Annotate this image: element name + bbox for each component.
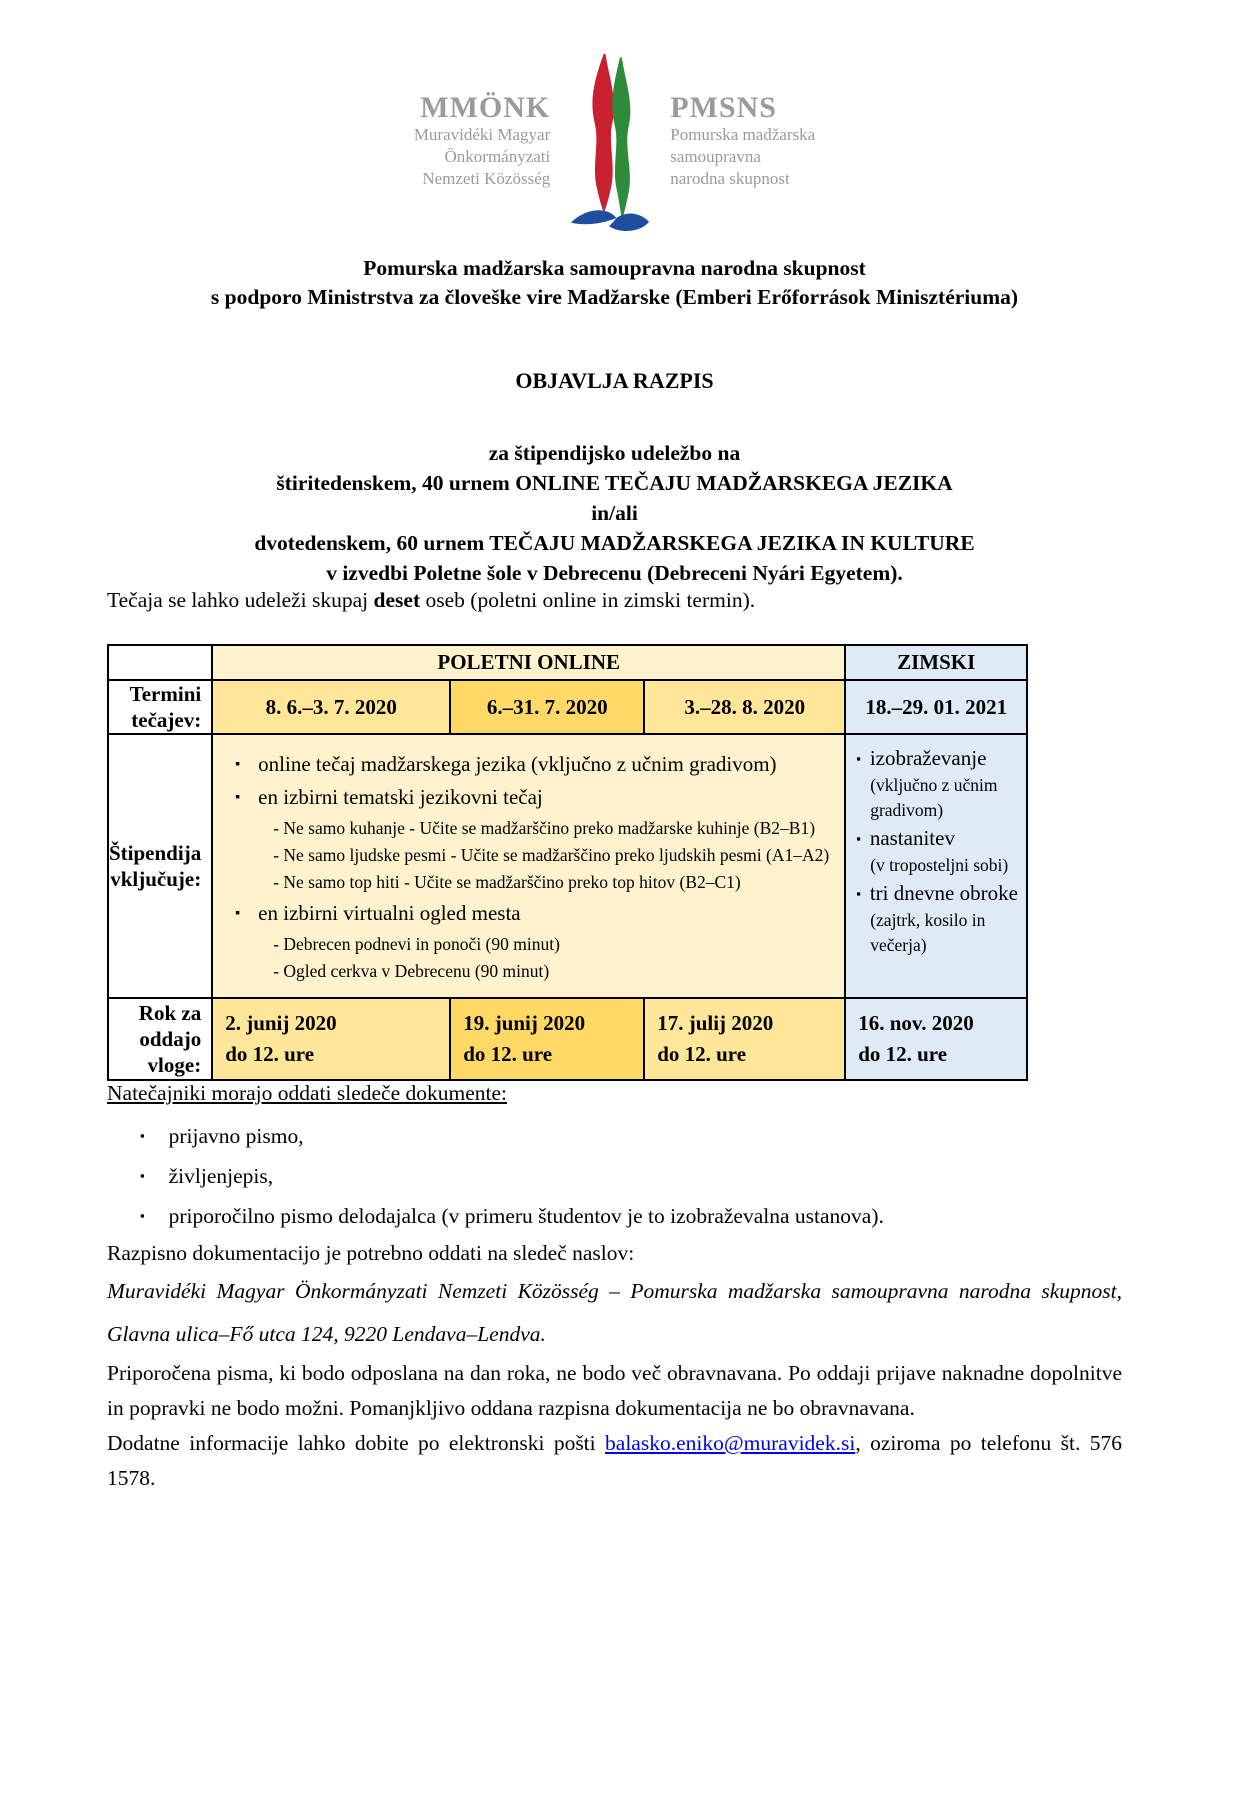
benefit-sub-item: - Ogled cerkva v Debrecenu (90 minut) xyxy=(273,961,550,981)
winter-header-cell: ZIMSKI xyxy=(845,645,1027,680)
table-row xyxy=(108,734,1027,998)
term-date-cell: 18.–29. 01. 2021 xyxy=(845,680,1027,734)
flame-wave-logo-icon xyxy=(564,52,656,238)
call-line: za štipendijsko udeležbo na xyxy=(488,441,741,465)
benefit-sub-list xyxy=(273,815,834,896)
list-item xyxy=(140,1196,1122,1236)
table-row xyxy=(108,645,1027,680)
deadline-cell xyxy=(845,998,1027,1080)
logo-left-line: Muravidéki Magyar xyxy=(413,125,551,144)
logo-right-acronym: PMSNS xyxy=(670,91,777,124)
deadline-time: do 12. ure xyxy=(225,1042,315,1066)
benefit-note: (zajtrk, kosilo in večerja) xyxy=(870,910,986,955)
documents-heading: Natečajniki morajo oddati sledeče dokumente: xyxy=(107,1081,507,1105)
contact-paragraph xyxy=(107,1426,1122,1496)
benefit-item xyxy=(225,898,834,929)
deadline-time: do 12. ure xyxy=(463,1042,553,1066)
row-label-terms: Termini tečajev: xyxy=(108,680,212,734)
row-label-scholarship: Štipendija vključuje: xyxy=(108,734,212,998)
logo-right-line: narodna skupnost xyxy=(670,169,790,188)
benefit-item xyxy=(854,879,1020,958)
term-date-cell: 8. 6.–3. 7. 2020 xyxy=(212,680,450,734)
table-row xyxy=(108,680,1027,734)
square-bullet-icon: ▪ xyxy=(140,1208,145,1223)
deadline-time: do 12. ure xyxy=(657,1042,747,1066)
org-header xyxy=(107,254,1122,312)
benefit-sub-item: - Ne samo top hiti - Učite se madžarščino preko top hitov (B2–C1) xyxy=(273,872,741,892)
call-line: dvotedenskem, 60 urnem TEČAJU MADŽARSKEGA JEZIKA IN KULTURE xyxy=(254,531,975,555)
logo-left-text xyxy=(414,52,550,190)
list-item xyxy=(140,1116,1122,1156)
term-date-cell: 3.–28. 8. 2020 xyxy=(644,680,845,734)
deadline-cell xyxy=(212,998,450,1080)
announcement-title: OBJAVLJA RAZPIS xyxy=(515,368,714,393)
logo-left-line: Önkormányzati xyxy=(444,147,551,166)
benefit-sub-item: - Debrecen podnevi in ponoči (90 minut) xyxy=(273,934,560,954)
square-bullet-icon: ▪ xyxy=(235,757,241,772)
benefit-item xyxy=(854,824,1020,878)
benefit-item xyxy=(854,744,1020,823)
square-bullet-icon: ▪ xyxy=(856,831,861,846)
submission-address: Muravidéki Magyar Önkormányzati Nemzeti Közösség – Pomurska madžarska samoupravna narodna skupnost, Glavna ulica–Fő utca 124, 9220 Lendava–Lendva. xyxy=(107,1279,1122,1346)
logo-right-line: samoupravna xyxy=(670,147,761,166)
deadline-date: 19. junij 2020 xyxy=(463,1011,586,1035)
square-bullet-icon: ▪ xyxy=(140,1168,145,1183)
spacer-cell xyxy=(108,645,212,680)
benefit-sub-item: - Ne samo kuhanje - Učite se madžarščino preko madžarske kuhinje (B2–B1) xyxy=(273,818,816,838)
logo-left-line: Nemzeti Közösség xyxy=(422,169,551,188)
course-schedule-table xyxy=(107,644,1028,1081)
term-date-cell: 6.–31. 7. 2020 xyxy=(450,680,644,734)
square-bullet-icon: ▪ xyxy=(140,1128,145,1143)
org-name-line: Pomurska madžarska samoupravna narodna skupnost xyxy=(363,256,866,280)
benefit-text: nastanitev xyxy=(869,826,955,850)
square-bullet-icon: ▪ xyxy=(235,906,241,921)
benefit-text: izobraževanje xyxy=(869,746,987,770)
call-description xyxy=(107,438,1122,588)
participants-count: deset xyxy=(373,588,421,612)
deadline-cell xyxy=(450,998,644,1080)
summer-benefits-cell xyxy=(212,734,845,998)
square-bullet-icon: ▪ xyxy=(235,790,241,805)
documents-list xyxy=(107,1116,1122,1236)
document-text: prijavno pismo, xyxy=(168,1124,304,1148)
benefit-note: (vključno z učnim gradivom) xyxy=(870,775,998,820)
list-item xyxy=(140,1156,1122,1196)
logo-left-acronym: MMÖNK xyxy=(420,91,551,124)
participants-line xyxy=(107,588,1122,613)
square-bullet-icon: ▪ xyxy=(856,751,861,766)
row-label-deadline: Rok za oddajo vloge: xyxy=(108,998,212,1080)
logo-right-line: Pomurska madžarska xyxy=(670,125,816,144)
winter-benefits-cell xyxy=(845,734,1027,998)
notice-paragraph: Priporočena pisma, ki bodo odposlana na dan roka, ne bodo več obravnavana. Po oddaji prijave naknadne dopolnitve in popravki ne bodo možni. Pomanjkljivo oddana razpisna dokumentacija ne bo obravnavana. xyxy=(107,1361,1122,1420)
benefit-item xyxy=(225,782,834,813)
benefit-text: en izbirni tematski jezikovni tečaj xyxy=(258,785,543,809)
call-line: in/ali xyxy=(591,501,638,525)
square-bullet-icon: ▪ xyxy=(856,886,861,901)
org-logo xyxy=(107,52,1122,238)
participants-text: Tečaja se lahko udeleži skupaj xyxy=(107,588,374,612)
summer-header-cell: POLETNI ONLINE xyxy=(212,645,845,680)
deadline-date: 17. julij 2020 xyxy=(657,1011,774,1035)
deadline-time: do 12. ure xyxy=(858,1042,948,1066)
deadline-cell xyxy=(644,998,845,1080)
document-text: življenjepis, xyxy=(168,1164,274,1188)
address-intro: Razpisno dokumentacijo je potrebno oddati na sledeč naslov: xyxy=(107,1241,635,1265)
contact-text: , oziroma po telefonu št. 576 1578. xyxy=(107,1431,1122,1490)
benefit-sub-list xyxy=(273,931,834,985)
benefit-text: tri dnevne obroke xyxy=(869,881,1018,905)
benefit-note: (v troposteljni sobi) xyxy=(870,855,1009,875)
participants-text: oseb (poletni online in zimski termin). xyxy=(420,588,756,612)
benefit-sub-item: - Ne samo ljudske pesmi - Učite se madžarščino preko ljudskih pesmi (A1–A2) xyxy=(273,845,830,865)
deadline-date: 16. nov. 2020 xyxy=(858,1011,974,1035)
document-text: priporočilno pismo delodajalca (v primeru študentov je to izobraževalna ustanova). xyxy=(168,1204,884,1228)
benefit-text: online tečaj madžarskega jezika (vključno z učnim gradivom) xyxy=(258,752,777,776)
benefit-text: en izbirni virtualni ogled mesta xyxy=(258,901,521,925)
call-line: v izvedbi Poletne šole v Debrecenu (Debreceni Nyári Egyetem). xyxy=(326,561,903,585)
org-support-line: s podporo Ministrstva za človeške vire Madžarske (Emberi Erőforrások Minisztériuma) xyxy=(210,285,1019,309)
logo-right-text xyxy=(670,52,815,190)
benefit-item xyxy=(225,749,834,780)
email-link[interactable]: balasko.eniko@muravidek.si xyxy=(605,1431,856,1455)
deadline-date: 2. junij 2020 xyxy=(225,1011,337,1035)
contact-text: Dodatne informacije lahko dobite po elektronski pošti xyxy=(107,1431,606,1455)
call-line: štiritedenskem, 40 urnem ONLINE TEČAJU MADŽARSKEGA JEZIKA xyxy=(276,471,953,495)
table-row xyxy=(108,998,1027,1080)
